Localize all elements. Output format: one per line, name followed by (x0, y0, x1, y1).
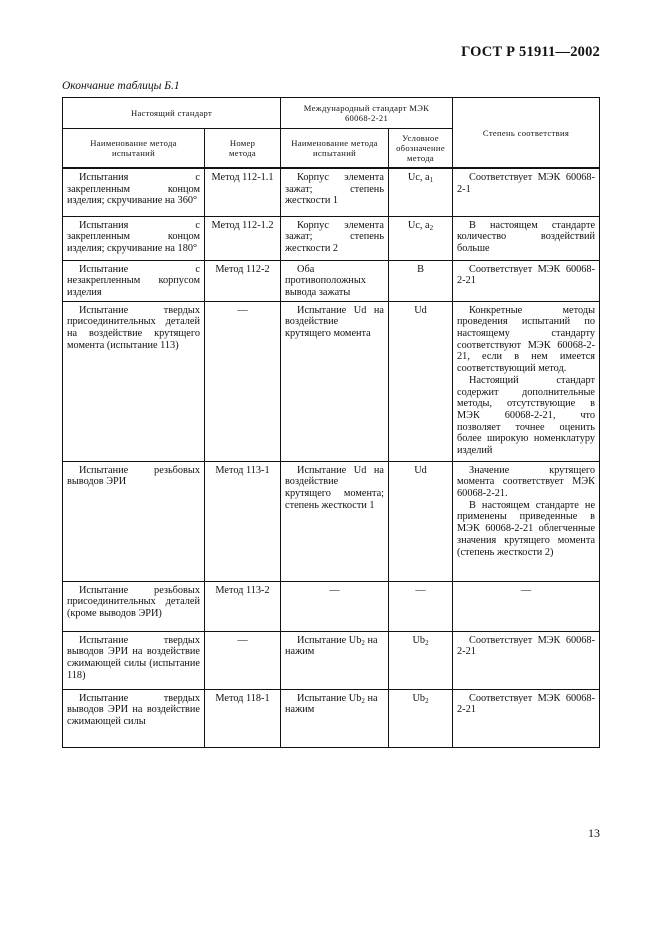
intl-method-cell (281, 689, 389, 747)
method-number-cell: Метод 118-1 (205, 689, 281, 747)
conformity-cell (453, 581, 600, 631)
conformity-paragraph: — (520, 584, 532, 596)
intl-method-tail: на нажим (285, 634, 378, 658)
method-symbol-text: Ud (414, 304, 427, 316)
conformity-paragraph: Соответствует МЭК 60068-2-21 (457, 692, 596, 716)
table-row (63, 301, 600, 461)
table-row (63, 216, 600, 260)
test-name-cell: Испытания с закрепленным концом изделия; скручивание на 180° (63, 216, 205, 260)
conformity-paragraph: Соответствует МЭК 60068-2-21 (457, 263, 596, 287)
method-number-cell: Метод 113-1 (205, 461, 281, 581)
conformity-cell (453, 689, 600, 747)
method-symbol-cell (389, 216, 453, 260)
intl-method-tail: на нажим (285, 692, 378, 716)
test-name-cell: Испытание резьбовых присоединительных деталей (кроме выводов ЭРИ) (63, 581, 205, 631)
header-intl-test-method-name: Наименование метода испытаний (281, 129, 389, 169)
conformity-cell (453, 461, 600, 581)
test-name-cell: Испытания с закрепленным концом изделия; скручивание на 360° (63, 168, 205, 216)
table-row (63, 461, 600, 581)
method-number-cell: — (205, 301, 281, 461)
method-number-cell: Метод 113-2 (205, 581, 281, 631)
method-symbol-text: B (417, 263, 424, 275)
document-code: ГОСТ Р 51911—2002 (461, 44, 600, 60)
table-row (63, 168, 600, 216)
conformity-paragraph: Соответствует МЭК 60068-2-1 (457, 172, 596, 195)
intl-method-subscript: 2 (361, 696, 365, 705)
method-symbol-cell (389, 631, 453, 689)
test-name-cell: Испытание твердых присоединительных деталей на воздействие крутящего момента (испытание 113) (63, 301, 205, 461)
conformity-paragraph: Значение крутящего момента соответствует МЭК 60068-2-21. (457, 464, 596, 500)
conformity-paragraph: Конкретные методы проведения испытаний по настоящему стандарту соответствуют МЭК 60068-2-21, если в нем имеется соответствующий метод. (457, 304, 596, 375)
conformity-cell (453, 260, 600, 301)
method-symbol-subscript: 2 (429, 223, 434, 232)
method-symbol-cell (389, 260, 453, 301)
conformity-cell (453, 168, 600, 216)
header-current-standard: Настоящий стандарт (63, 98, 281, 129)
method-number-cell: Метод 112-1.1 (205, 168, 281, 216)
method-symbol-text: Ub (412, 692, 426, 704)
intl-method-cell (281, 631, 389, 689)
header-symbol: Условное обозначение метода (389, 129, 453, 169)
conformity-paragraph: Настоящий стандарт содержит дополнительные методы, отсутствующие в МЭК 60068-2-21, что позволяет точнее оценить более широкую номенклатуру изделий (457, 374, 596, 457)
test-name-cell: Испытание твердых выводов ЭРИ на воздействие сжимающей силы (испытание 118) (63, 631, 205, 689)
method-symbol-cell (389, 461, 453, 581)
intl-method-cell: Испытание Ud на воздействие крутящего момента; степень жесткости 1 (281, 461, 389, 581)
header-conformity: Степень соответствия (453, 98, 600, 169)
method-symbol-text: Uc, a (407, 219, 430, 231)
conformity-paragraph: В настоящем стандарте не применены приведенные в МЭК 60068-2-21 облегченные значения крутящего момента (степень жесткости 2) (457, 499, 596, 558)
method-symbol-cell (389, 581, 453, 631)
test-name-cell: Испытание с незакрепленным корпусом изделия (63, 260, 205, 301)
method-symbol-text: — (415, 584, 426, 596)
conformity-cell (453, 216, 600, 260)
table-row (63, 581, 600, 631)
conformity-cell (453, 631, 600, 689)
test-name-cell: Испытание твердых выводов ЭРИ на воздействие сжимающей силы (63, 689, 205, 747)
method-symbol-subscript: 2 (425, 696, 429, 705)
intl-method-cell: — (281, 581, 389, 631)
method-symbol-subscript: 1 (429, 176, 434, 184)
table-caption: Окончание таблицы Б.1 (62, 80, 180, 92)
method-symbol-text: Uc, a (407, 172, 430, 183)
method-number-cell: Метод 112-2 (205, 260, 281, 301)
intl-method-cell: Оба противоположных вывода зажаты (281, 260, 389, 301)
comparison-table (62, 97, 600, 748)
method-symbol-cell (389, 689, 453, 747)
method-number-cell: — (205, 631, 281, 689)
intl-method-cell: Корпус элемента зажат; степень жесткости 2 (281, 216, 389, 260)
table-body (63, 168, 600, 747)
header-international-standard: Международный стандарт МЭК 60068-2-21 (281, 98, 453, 129)
method-symbol-text: Ub (412, 634, 426, 646)
method-number-cell: Метод 112-1.2 (205, 216, 281, 260)
intl-method-cell: Корпус элемента зажат; степень жесткости 1 (281, 168, 389, 216)
intl-method-subscript: 2 (361, 638, 365, 647)
test-name-cell: Испытание резьбовых выводов ЭРИ (63, 461, 205, 581)
conformity-paragraph: В настоящем стандарте количество воздействий больше (457, 219, 596, 254)
page-number: 13 (588, 826, 600, 840)
intl-method-text: Испытание Ub (297, 692, 362, 704)
intl-method-cell: Испытание Ud на воздействие крутящего момента (281, 301, 389, 461)
conformity-cell (453, 301, 600, 461)
conformity-paragraph: Соответствует МЭК 60068-2-21 (457, 634, 596, 658)
method-symbol-cell (389, 168, 453, 216)
intl-method-text: Испытание Ub (297, 634, 362, 646)
header-row-groups (63, 98, 600, 129)
method-symbol-cell (389, 301, 453, 461)
header-method-number: Номер метода (205, 129, 281, 169)
header-test-method-name: Наименование метода испытаний (63, 129, 205, 169)
table-row (63, 631, 600, 689)
method-symbol-subscript: 2 (425, 638, 429, 647)
method-symbol-text: Ud (414, 464, 427, 476)
table-row (63, 260, 600, 301)
table-row (63, 689, 600, 747)
